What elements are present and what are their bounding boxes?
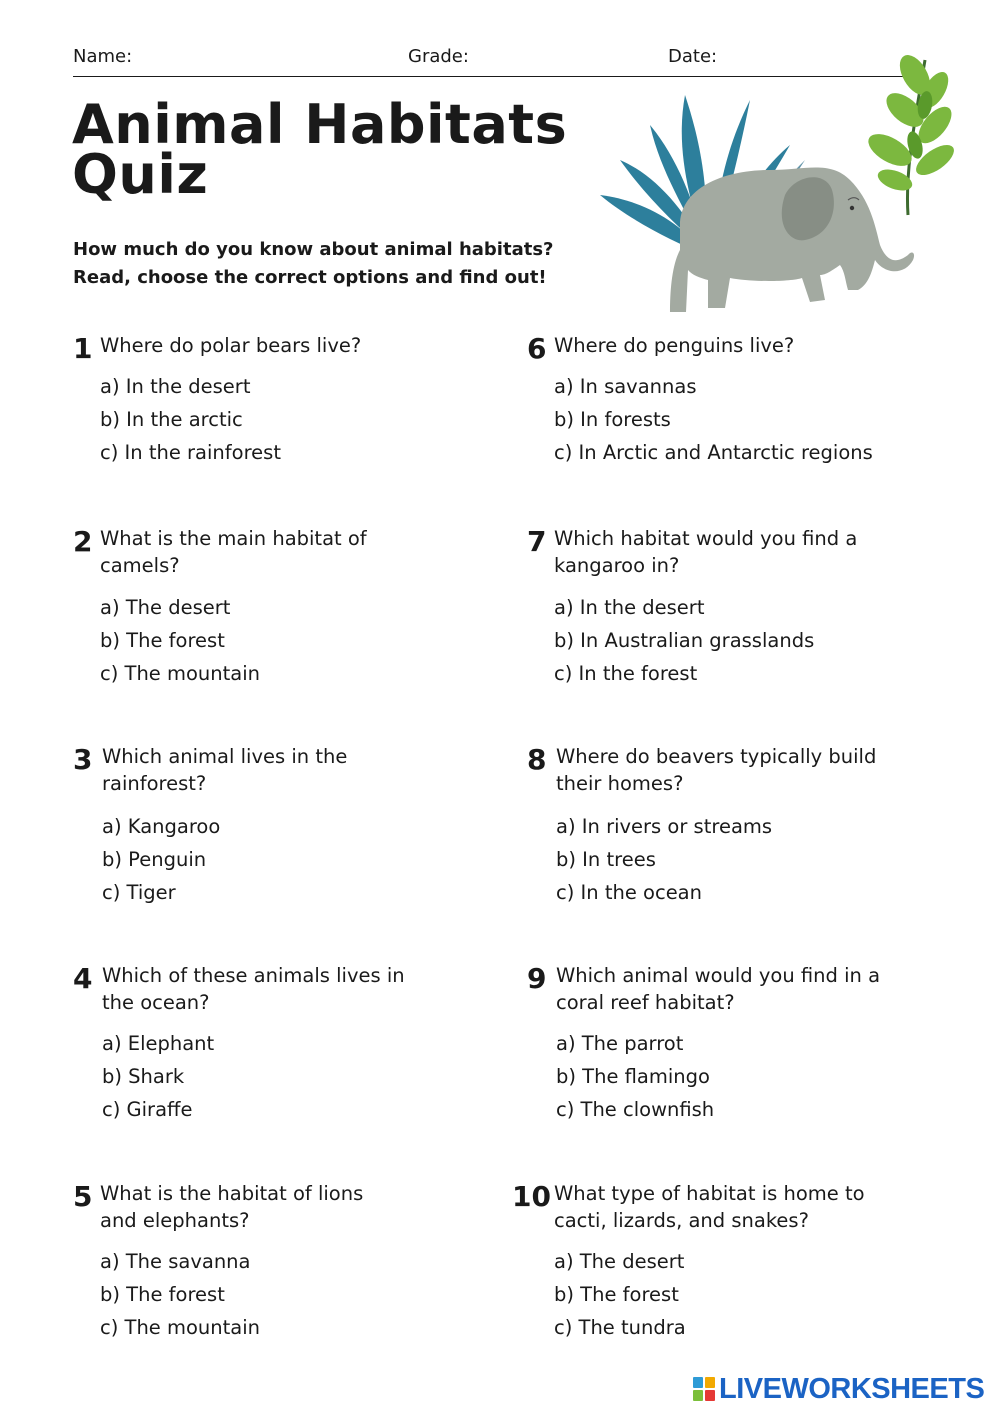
- option-c[interactable]: c) Giraffe: [102, 1098, 193, 1121]
- question-text: What is the habitat of lions and elephants?: [100, 1182, 364, 1232]
- instructions-line-1: How much do you know about animal habitats?: [73, 239, 554, 260]
- option-c[interactable]: c) The mountain: [100, 1316, 261, 1339]
- instructions-line-2: Read, choose the correct options and find out!: [73, 267, 547, 288]
- option-a[interactable]: a) In the desert: [554, 596, 705, 619]
- liveworksheets-logo[interactable]: [693, 1374, 984, 1404]
- question-text: Which animal would you find in a coral reef habitat?: [556, 964, 881, 1014]
- option-b[interactable]: b) Shark: [102, 1065, 185, 1088]
- option-b[interactable]: b) Penguin: [102, 848, 207, 871]
- option-c[interactable]: c) In the ocean: [556, 881, 702, 904]
- options-list: [100, 591, 260, 690]
- question-text: Which animal lives in the rainforest?: [102, 745, 348, 795]
- option-c[interactable]: c) The clownfish: [556, 1098, 715, 1121]
- option-a[interactable]: a) In the desert: [100, 375, 251, 398]
- question-number: 10: [512, 1180, 551, 1213]
- elephant-with-plant-icon: [590, 50, 960, 320]
- options-list: [100, 370, 281, 469]
- option-c[interactable]: c) In Arctic and Antarctic regions: [554, 441, 873, 464]
- option-b[interactable]: b) The flamingo: [556, 1065, 710, 1088]
- question-number: 4: [73, 962, 93, 995]
- options-list: [100, 1245, 260, 1344]
- name-label: Name:: [73, 46, 133, 67]
- options-list: [556, 810, 772, 909]
- option-a[interactable]: a) In rivers or streams: [556, 815, 773, 838]
- option-a[interactable]: a) Kangaroo: [102, 815, 221, 838]
- option-b[interactable]: b) In forests: [554, 408, 671, 431]
- options-list: [554, 1245, 686, 1344]
- question-number: 7: [527, 525, 547, 558]
- option-a[interactable]: a) The savanna: [100, 1250, 251, 1273]
- title-line-1: Animal Habitats: [72, 93, 568, 156]
- grade-label: Grade:: [408, 46, 469, 67]
- date-label: Date:: [668, 46, 718, 67]
- question-text: Which habitat would you find a kangaroo in?: [554, 527, 858, 577]
- option-a[interactable]: a) In savannas: [554, 375, 697, 398]
- question-text: What is the main habitat of camels?: [100, 527, 367, 577]
- question-number: 1: [73, 332, 93, 365]
- question-text: Which of these animals lives in the ocean?: [102, 964, 405, 1014]
- page-title: [72, 93, 592, 206]
- option-c[interactable]: c) The tundra: [554, 1316, 686, 1339]
- option-c[interactable]: c) In the forest: [554, 662, 698, 685]
- option-b[interactable]: b) In trees: [556, 848, 656, 871]
- option-a[interactable]: a) Elephant: [102, 1032, 215, 1055]
- title-line-2: Quiz: [72, 143, 209, 206]
- question-number: 2: [73, 525, 93, 558]
- question-text: Where do penguins live?: [554, 334, 795, 357]
- options-list: [556, 1027, 714, 1126]
- question-text: Where do beavers typically build their homes?: [556, 745, 877, 795]
- question-text: What type of habitat is home to cacti, lizards, and snakes?: [554, 1182, 865, 1232]
- liveworksheets-logo-icon: [693, 1377, 715, 1401]
- option-b[interactable]: b) In Australian grasslands: [554, 629, 815, 652]
- instructions: [73, 236, 613, 292]
- brand-wordmark: LIVEWORKSHEETS: [719, 1372, 985, 1405]
- options-list: [102, 1027, 214, 1126]
- option-b[interactable]: b) The forest: [554, 1283, 679, 1306]
- option-a[interactable]: a) The desert: [100, 596, 231, 619]
- options-list: [554, 370, 873, 469]
- options-list: [554, 591, 814, 690]
- option-b[interactable]: b) The forest: [100, 1283, 225, 1306]
- question-number: 9: [527, 962, 547, 995]
- question-text: Where do polar bears live?: [100, 334, 362, 357]
- question-number: 3: [73, 743, 93, 776]
- question-number: 5: [73, 1180, 93, 1213]
- options-list: [102, 810, 220, 909]
- option-a[interactable]: a) The parrot: [556, 1032, 684, 1055]
- option-c[interactable]: c) The mountain: [100, 662, 261, 685]
- option-b[interactable]: b) The forest: [100, 629, 225, 652]
- question-number: 6: [527, 332, 547, 365]
- option-a[interactable]: a) The desert: [554, 1250, 685, 1273]
- option-c[interactable]: c) Tiger: [102, 881, 176, 904]
- question-number: 8: [527, 743, 547, 776]
- option-b[interactable]: b) In the arctic: [100, 408, 243, 431]
- option-c[interactable]: c) In the rainforest: [100, 441, 281, 464]
